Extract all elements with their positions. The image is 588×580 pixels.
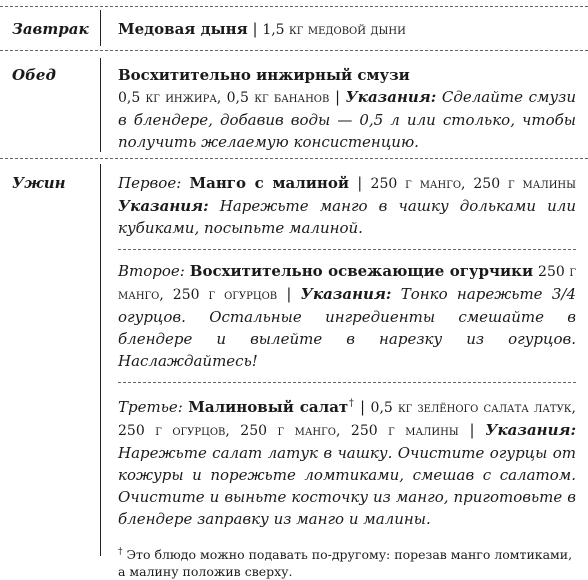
- meal-label-dinner: Ужин: [12, 174, 66, 192]
- dish-title: Малиновый салат: [188, 398, 349, 416]
- dish-prefix: Второе:: [118, 262, 185, 280]
- lunch-row: [0, 58, 588, 152]
- dish-ingredients: 0,5 кг инжира, 0,5 кг бананов: [118, 90, 330, 106]
- lunch-content: Восхитительно инжирный смузи 0,5 кг инжира, 0,5 кг бананов | Указания: Сделайте смузи в блендере, добавив воды — 0,5 л или столько, чтобы получить желаемую консистенцию.: [118, 66, 576, 151]
- footnote-text: Это блюдо можно подавать по-другому: порезав манго ломтиками, а малину положив сверху.: [118, 547, 573, 580]
- row-divider: [0, 50, 588, 51]
- dish-title: Медовая дыня: [118, 20, 248, 38]
- dish-instructions: Тонко нарежьте 3/4 огурцов. Остальные ингредиенты смешайте в блендере и вылейте в нарезку из огурцов. Наслаждайтесь!: [118, 285, 576, 370]
- dish-ingredients: 250 г манго, 250 г малины: [370, 176, 576, 192]
- dish-ingredients: 1,5 кг медовой дыни: [262, 22, 406, 38]
- dish-first: Первое: Манго с малиной | 250 г манго, 250 г малины Указания: Нарежьте манго в чашку дольками или кубиками, посыпьте малиной.: [118, 174, 576, 237]
- footnote: [118, 544, 576, 580]
- dish-ingredients: 250 г манго, 250 г огурцов: [118, 264, 576, 303]
- dish-second: Второе: Восхитительно освежающие огурчики 250 г манго, 250 г огурцов | Указания: Тонко нарежьте 3/4 огурцов. Остальные ингредиенты смешайте в блендере и вылейте в нарезку из огурцов. Наслаждайтесь!: [118, 262, 576, 370]
- dish-third: Третье: Малиновый салат† | 0,5 кг зелёного салата латук, 250 г огурцов, 250 г манго, 250 г малины | Указания: Нарежьте салат латук в чашку. Очистите огурцы от кожуры и порежьте ломтиками, смешав с салатом. Очистите и выньте косточку из манго, приготовьте в блендере заправку из манго и малины.: [118, 398, 577, 528]
- dish-divider: [118, 382, 576, 383]
- instructions-label: Указания:: [118, 197, 209, 215]
- dish-ingredients: 0,5 кг зелёного салата латук, 250 г огурцов, 250 г манго, 250 г малины: [118, 400, 577, 439]
- instructions-label: Указания:: [485, 421, 576, 439]
- dish-title: Восхитительно освежающие огурчики: [189, 262, 534, 280]
- row-divider: [0, 158, 588, 159]
- top-divider: [0, 6, 588, 7]
- dinner-content: [118, 172, 576, 580]
- meal-label-lunch: Обед: [12, 66, 56, 84]
- dish-prefix: Первое:: [118, 174, 182, 192]
- footnote-marker: †: [348, 398, 355, 409]
- instructions-label: Указания:: [345, 88, 437, 106]
- instructions-label: Указания:: [300, 285, 392, 303]
- dish-instructions: Нарежьте салат латук в чашку. Очистите огурцы от кожуры и порежьте ломтиками, смешав с салатом. Очистите и выньте косточку из манго, приготовьте в блендере заправку из манго и малины.: [118, 444, 576, 528]
- column-divider: [100, 10, 101, 46]
- dish-prefix: Третье:: [118, 398, 183, 416]
- dish-title: Восхитительно инжирный смузи: [118, 66, 410, 84]
- dish-instructions: Сделайте смузи в блендере, добавив воды — 0,5 л или столько, чтобы получить желаемую консистенцию.: [118, 88, 576, 151]
- footnote-marker: †: [118, 547, 123, 557]
- breakfast-content: Медовая дыня | 1,5 кг медовой дыни: [118, 20, 406, 38]
- dish-divider: [118, 249, 576, 250]
- dinner-row: [0, 164, 588, 580]
- column-divider: [100, 164, 101, 556]
- breakfast-row: [0, 10, 588, 46]
- column-divider: [100, 58, 101, 152]
- dish-instructions: Нарежьте манго в чашку дольками или кубиками, посыпьте малиной.: [118, 197, 576, 237]
- meal-label-breakfast: Завтрак: [12, 20, 89, 38]
- dish-title: Манго с малиной: [189, 174, 350, 192]
